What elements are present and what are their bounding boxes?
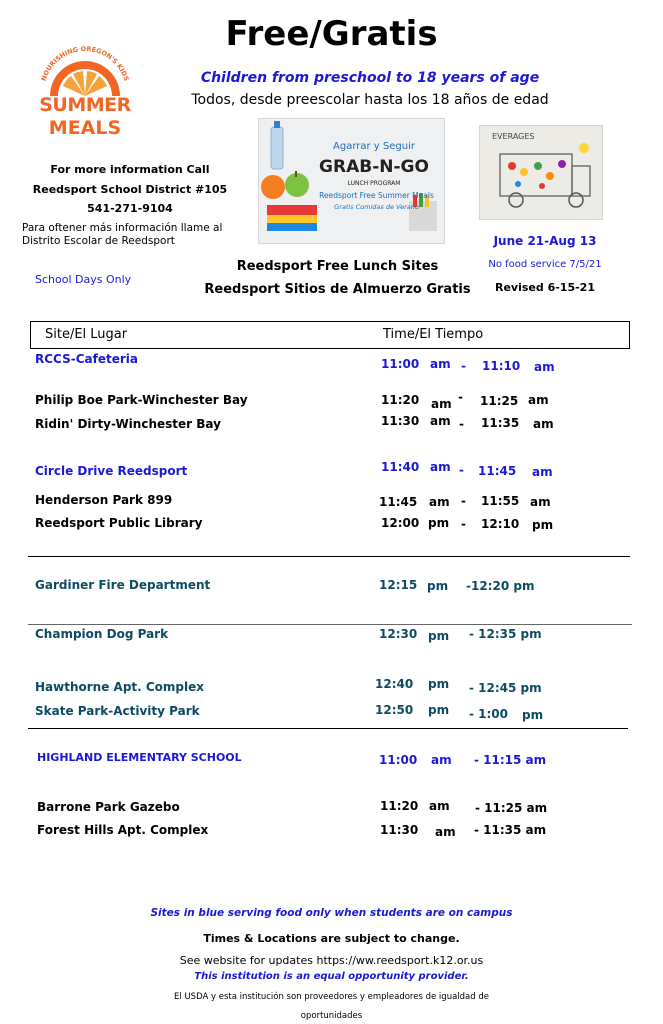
site-name: Hawthorne Apt. Complex bbox=[35, 680, 205, 694]
start-time: 11:00 bbox=[379, 753, 418, 767]
end-period: am bbox=[534, 360, 555, 374]
end-time: - 12:35 pm bbox=[469, 627, 542, 641]
divider bbox=[28, 624, 632, 625]
time-dash: - bbox=[458, 390, 463, 404]
revised-date: Revised 6-15-21 bbox=[495, 281, 595, 294]
end-time: 11:45 bbox=[478, 464, 517, 478]
banner-line-3: LUNCH PROGRAM bbox=[347, 180, 401, 187]
contact-phone: 541-271-9104 bbox=[87, 202, 173, 215]
table-row bbox=[35, 704, 200, 718]
table-row bbox=[35, 578, 210, 592]
subtitle-spanish: Todos, desde preescolar hasta los 18 años de edad bbox=[191, 92, 549, 108]
summer-meals-logo bbox=[30, 40, 140, 145]
table-row bbox=[37, 823, 208, 837]
table-row bbox=[37, 800, 180, 814]
site-name: Circle Drive Reedsport bbox=[35, 464, 188, 478]
page-title: Free/Gratis bbox=[225, 14, 438, 54]
end-time: -12:20 pm bbox=[466, 579, 535, 593]
start-period: am bbox=[429, 799, 450, 813]
start-period: pm bbox=[428, 629, 450, 643]
start-time: 12:40 bbox=[375, 677, 414, 691]
start-period: pm bbox=[428, 677, 450, 691]
end-time: 11:35 bbox=[481, 416, 520, 430]
contact-spanish-1: Para oftener más información llame al bbox=[22, 222, 223, 234]
end-period: pm bbox=[532, 518, 554, 532]
contact-spanish-2: Distrito Escolar de Reedsport bbox=[22, 235, 175, 247]
site-name: Henderson Park 899 bbox=[35, 493, 173, 507]
subtitle-english: Children from preschool to 18 years of age bbox=[200, 70, 540, 86]
table-header bbox=[30, 321, 630, 349]
site-name: Ridin' Dirty-Winchester Bay bbox=[35, 417, 221, 431]
table-row bbox=[35, 680, 204, 694]
school-days-note: School Days Only bbox=[35, 273, 132, 286]
end-time: 11:25 bbox=[480, 394, 519, 408]
change-note: Times & Locations are subject to change. bbox=[203, 932, 460, 945]
table-row bbox=[35, 393, 248, 407]
end-time: 11:10 bbox=[482, 359, 521, 373]
equal-opportunity-note: This institution is an equal opportunity provider. bbox=[194, 971, 469, 982]
site-name: Gardiner Fire Department bbox=[35, 578, 211, 592]
start-period: am bbox=[430, 414, 451, 428]
site-name: Barrone Park Gazebo bbox=[37, 800, 180, 814]
usda-note-2: oportunidades bbox=[300, 1011, 363, 1021]
start-time: 11:20 bbox=[380, 799, 419, 813]
end-period: pm bbox=[522, 708, 544, 722]
end-period: am bbox=[528, 393, 549, 407]
sites-title-english: Reedsport Free Lunch Sites bbox=[236, 259, 439, 274]
start-time: 12:00 bbox=[381, 516, 420, 530]
end-period: am bbox=[532, 465, 553, 479]
start-time: 11:40 bbox=[381, 460, 420, 474]
start-time: 11:30 bbox=[381, 414, 420, 428]
table-row bbox=[35, 516, 202, 530]
header-site: Site/El Lugar bbox=[45, 327, 128, 342]
start-time: 11:45 bbox=[379, 495, 418, 509]
start-period: pm bbox=[428, 703, 450, 717]
divider bbox=[28, 556, 630, 557]
end-period: am bbox=[530, 495, 551, 509]
end-time: - 11:15 am bbox=[474, 753, 547, 767]
end-time: - 1:00 bbox=[469, 707, 509, 721]
end-period: am bbox=[533, 417, 554, 431]
banner-line-2: GRAB-N-GO bbox=[319, 157, 429, 177]
header-time: Time/El Tiempo bbox=[383, 327, 484, 342]
divider bbox=[28, 728, 628, 729]
start-period: pm bbox=[428, 516, 450, 530]
usda-note-1: El USDA y esta institución son proveedores y empleadores de igualdad de bbox=[174, 992, 489, 1002]
time-dash: - bbox=[461, 494, 466, 508]
start-period: am bbox=[429, 495, 450, 509]
blue-sites-note: Sites in blue serving food only when students are on campus bbox=[150, 907, 513, 919]
start-time: 12:15 bbox=[379, 578, 418, 592]
table-row bbox=[35, 493, 172, 507]
grab-n-go-banner bbox=[258, 118, 445, 244]
start-period: am bbox=[431, 753, 452, 767]
time-dash: - bbox=[461, 517, 466, 531]
child-drawing bbox=[479, 125, 603, 220]
time-dash: - bbox=[459, 417, 464, 431]
table-row bbox=[37, 751, 242, 764]
end-time: 12:10 bbox=[481, 517, 520, 531]
start-time: 12:30 bbox=[379, 627, 418, 641]
table-row bbox=[35, 627, 168, 641]
start-period: pm bbox=[427, 579, 449, 593]
date-range: June 21-Aug 13 bbox=[493, 234, 597, 248]
contact-district: Reedsport School District #105 bbox=[32, 183, 228, 196]
drawing-caption: EVERAGES bbox=[492, 132, 535, 141]
banner-line-4: Reedsport Free Summer Meals bbox=[319, 191, 434, 200]
site-name: RCCS-Cafeteria bbox=[35, 352, 138, 366]
end-time: - 11:25 am bbox=[475, 801, 548, 815]
website-note: See website for updates https://ww.reedsport.k12.or.us bbox=[179, 954, 484, 967]
table-row bbox=[35, 464, 187, 478]
logo-word-meals: MEALS bbox=[48, 117, 122, 139]
end-time: 11:55 bbox=[481, 494, 520, 508]
banner-line-5: Gratis Comidas de Verano bbox=[334, 203, 419, 211]
end-time: - 12:45 pm bbox=[469, 681, 542, 695]
table-row bbox=[35, 417, 221, 431]
site-name: Reedsport Public Library bbox=[35, 516, 203, 530]
site-name: Skate Park-Activity Park bbox=[35, 704, 200, 718]
start-period: am bbox=[430, 460, 451, 474]
start-period: am bbox=[435, 825, 456, 839]
site-name: Forest Hills Apt. Complex bbox=[37, 823, 209, 837]
sites-title-spanish: Reedsport Sitios de Almuerzo Gratis bbox=[204, 282, 471, 297]
start-time: 12:50 bbox=[375, 703, 414, 717]
time-dash: - bbox=[459, 463, 464, 477]
start-period: am bbox=[431, 397, 452, 411]
site-name: Champion Dog Park bbox=[35, 627, 169, 641]
end-time: - 11:35 am bbox=[474, 823, 547, 837]
site-name: HIGHLAND ELEMENTARY SCHOOL bbox=[37, 751, 242, 764]
table-row bbox=[35, 352, 138, 366]
time-dash: - bbox=[461, 359, 466, 373]
start-time: 11:00 bbox=[381, 357, 420, 371]
start-period: am bbox=[430, 357, 451, 371]
site-name: Philip Boe Park-Winchester Bay bbox=[35, 393, 248, 407]
start-time: 11:30 bbox=[380, 823, 419, 837]
no-service-note: No food service 7/5/21 bbox=[488, 259, 602, 270]
start-time: 11:20 bbox=[381, 393, 420, 407]
logo-arc-text: NOURISHING OREGON'S KIDS bbox=[39, 44, 131, 83]
contact-call: For more information Call bbox=[50, 163, 210, 176]
banner-line-1: Agarrar y Seguir bbox=[333, 141, 415, 152]
logo-word-summer: SUMMER bbox=[39, 94, 131, 116]
food-truck-drawing-icon bbox=[480, 126, 602, 219]
